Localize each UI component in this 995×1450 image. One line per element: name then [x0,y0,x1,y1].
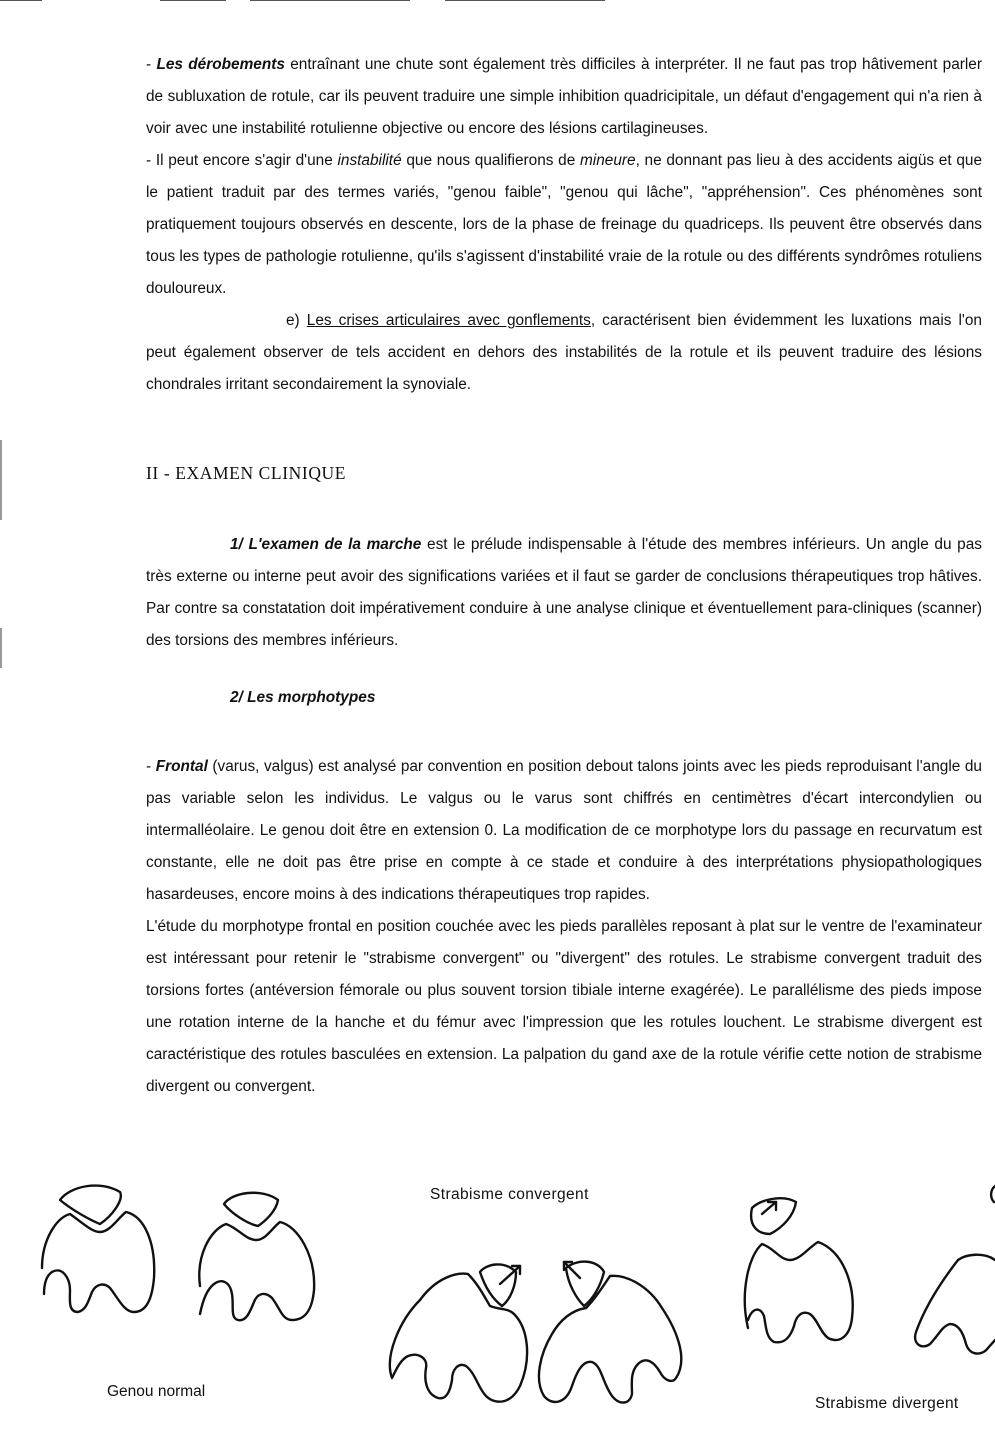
paragraph-derobements: - Les dérobements entraînant une chute sont également très difficiles à interpréter. Il ne faut pas trop hâtivement parler de subluxation de rotule, car ils peuvent traduire une simple inhibition quadricipitale, un défaut d'engagement qui n'a rien à voir avec une instabilité rotulienne objective ou encore des lésions cartilagineuses. [146,56,982,137]
divergent-knee-right-drawing [915,1186,995,1354]
emphasis-frontal: Frontal [155,758,208,775]
heading-marche: 1/ L'examen de la marche [230,536,422,553]
paragraph-etude-frontal: L'étude du morphotype frontal en position couchée avec les pieds parallèles reposant à plat sur le ventre de l'examinateur est intéressant pour retenir le "strabisme convergent" ou "divergent" des rotules. Le strabisme convergent traduit des torsions fortes (antéversion fémorale ou plus souvent torsion tibiale interne exagérée). Le parallélisme des pieds impose une rotation interne de la hanche et du fémur avec l'impression que les rotules louchent. Le strabisme divergent est caractéristique des rotules basculées en extension. La palpation du gand axe de la rotule vérifie cette notion de strabisme divergent ou convergent. [146,918,982,1095]
convergent-knee-left-drawing [390,1264,527,1401]
scan-margin-mark [0,628,2,668]
scan-margin-mark [0,440,2,520]
paragraph-instabilite-mineure: - Il peut encore s'agir d'une instabilité que nous qualifierons de mineure, ne donnant pas lieu à des accidents aigüs et que le patient traduit par des termes variés, "genou faible", "genou qui lâche", "appréhension". Ces phénomènes sont pratiquement toujours observés en descente, lors de la phase de freinage du quadriceps. Ils peuvent être observés dans tous les types de pathologie rotulienne, qu'ils s'agissent d'instabilité vraie de la rotule ou des différents syndrômes rotuliens douloureux. [146,152,983,297]
paragraph-frontal: - Frontal (varus, valgus) est analysé par convention en position debout talons joints avec les pieds reproduisant l'angle du pas variable selon les individus. Le valgus ou le varus sont chiffrés en centimètres d'écart intercondylien ou intermalléolaire. Le genou doit être en extension 0. La modification de ce morphotype lors du passage en recurvatum est constante, elle ne doit pas être prise en compte à ce stade et conduire à des interprétations physiopathologiques hasardeuses, encore moins à des indications thérapeutiques trop rapides. [146,758,982,903]
caption-strabisme-convergent: Strabisme convergent [430,1186,589,1203]
scan-edge-line [160,0,226,1]
section-title: II - EXAMEN CLINIQUE [146,463,347,483]
emphasis-mineure: mineure [579,152,636,169]
intro-paragraphs [146,49,982,401]
paragraph-marche: 1/ L'examen de la marche est le prélude indispensable à l'étude des membres inférieurs. Un angle du pas très externe ou interne peut avoir des significations variées et il faut se garder de conclusions thérapeutiques trop hâtives. Par contre sa constatation doit impérativement conduire à une analyse clinique et éventuellement para-cliniques (scanner) des torsions des membres inférieurs. [146,536,982,649]
heading-morphotypes: 2/ Les morphotypes [230,689,376,706]
marche-section [146,529,982,657]
emphasis-derobements: Les dérobements [156,56,285,73]
divergent-knee-left-drawing [745,1198,853,1342]
underlined-crises: Les crises articulaires avec gonflements [306,312,591,329]
frontal-section [146,751,982,1103]
caption-strabisme-divergent: Strabisme divergent [815,1395,959,1412]
emphasis-instabilite: instabilité [337,152,402,169]
normal-knee-left-drawing [42,1186,154,1312]
paragraph-crises-articulaires: e) Les crises articulaires avec gonflements, caractérisent bien évidemment les luxations mais l'on peut également observer de tels accident en dehors des instabilités de la rotule et ils peuvent traduire des lésions chondrales irritant secondairement la synoviale. [146,312,982,393]
normal-knee-right-drawing [199,1193,314,1321]
scan-edge-line [445,0,605,1]
convergent-knee-right-drawing [539,1262,681,1403]
scan-edge-line [250,0,410,1]
scan-edge-line [0,0,42,1]
caption-genou-normal: Genou normal [107,1383,206,1400]
